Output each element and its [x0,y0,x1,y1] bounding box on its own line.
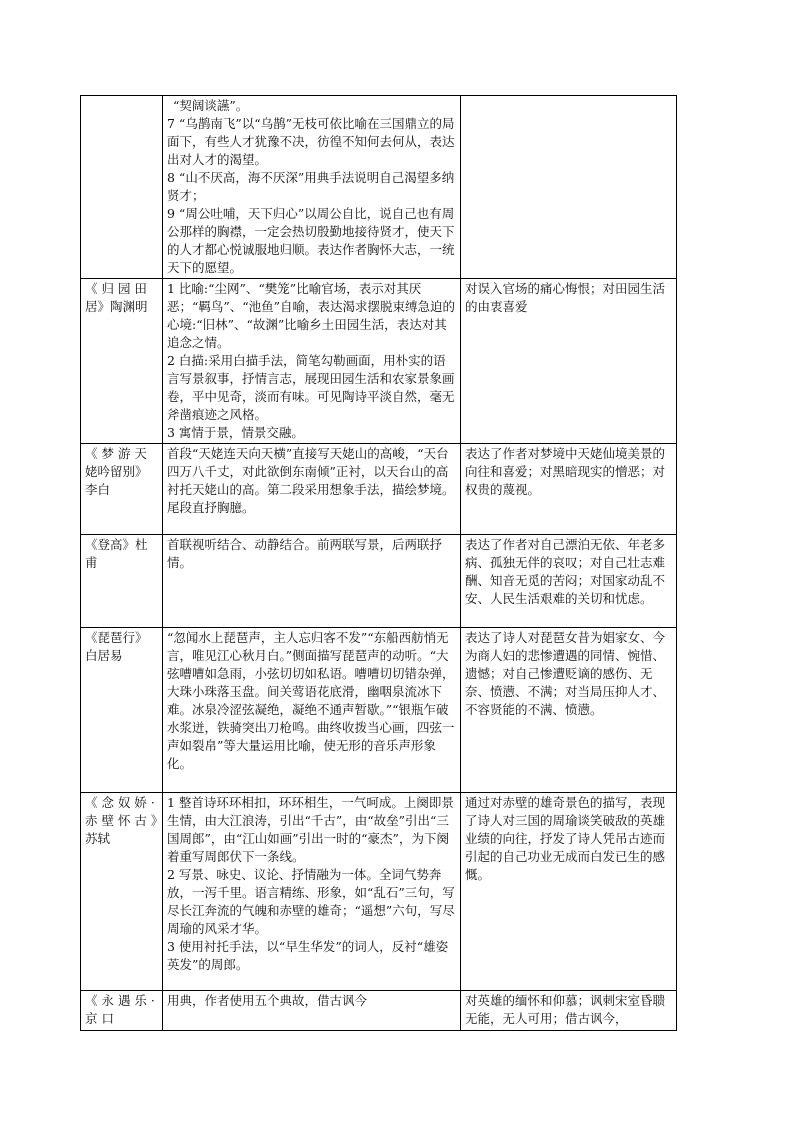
emotion-cell: 对误入官场的痛心悔恨；对田园生活的由衷喜爱 [461,279,677,444]
technique-line: 7 “乌鹊南飞”以“乌鹊”无枝可依比喻在三国鼎立的局面下，有些人才犹豫不决，彷徨不知何去何从，表达出对人才的渴望。 [167,116,455,167]
work-cell: 《琵琶行》白居易 [81,628,163,793]
technique-line: 3 寓情于景，情景交融。 [167,425,304,440]
work-cell: 《登高》杜甫 [81,535,163,628]
emotion-cell [461,96,677,279]
emotion-cell: 对英雄的缅怀和仰慕；讽刺宋室昏聩无能，无人可用；借古讽今， [461,991,677,1031]
table-row [81,96,677,279]
work-cell: 《 归 园 田 居》陶渊明 [81,279,163,444]
technique-line: 1 比喻:“尘网”、“樊笼”比喻官场，表示对其厌恶；“羁鸟”、“池鱼”自喻，表达渴求摆脱束缚急迫的心境:“旧林”、“故渊”比喻乡土田园生活，表达对其追念之情。 [167,281,456,350]
table-row [81,793,677,991]
work-cell: 《 梦 游 天 姥吟留别》李白 [81,444,163,535]
technique-line: “忽闻水上琵琶声，主人忘归客不发”“东船西舫悄无言，唯见江心秋月白。”侧面描写琵琶声的动听。“大弦嘈嘈如急雨，小弦切切如私语。嘈嘈切切错杂弹，大珠小珠落玉盘。间关莺语花底滑，幽咽泉流冰下难。冰泉冷涩弦凝绝，凝绝不通声暂歇。”“银瓶乍破水浆迸，铁骑突出刀枪鸣。曲终收拨当心画，四弦一声如裂帛”等大量运用比喻，使无形的音乐声形象化。 [167,630,455,771]
emotion-cell: 表达了作者对梦境中天姥仙境美景的向往和喜爱；对黑暗现实的憎恶；对权贵的蔑视。 [461,444,677,535]
technique-line: 首联视听结合、动静结合。前两联写景，后两联抒情。 [167,537,443,570]
table-row [81,628,677,793]
technique-line: 8 “山不厌高，海不厌深”用典手法说明自己渴望多纳贤才； [167,170,455,203]
technique-line: “契阔谈讌”。 [173,98,249,113]
emotion-cell: 表达了诗人对琵琶女昔为娼家女、今为商人妇的悲惨遭遇的同情、惋惜、遗憾；对自己惨遭贬谪的感伤、无奈、愤懑、不满；对当局压抑人才、不容贤能的不满、愤懑。 [461,628,677,793]
technique-cell [163,535,461,628]
work-cell [81,96,163,279]
technique-line: 9 “周公吐哺，天下归心”以周公自比，说自己也有周公那样的胸襟，一定会热切殷勤地接待贤才，使天下的人才都心悦诚服地归顺。表达作者胸怀大志，一统天下的愿望。 [167,206,455,275]
technique-cell [163,96,461,279]
technique-line: 首段“天姥连天向天横”直接写天姥山的高峻，“天台四万八千丈，对此欲倒东南倾”正衬，以天台山的高衬托天姥山的高。第二段采用想象手法，描绘梦境。尾段直抒胸臆。 [167,446,455,515]
table-row [81,991,677,1031]
technique-line: 2 白描:采用白描手法，简笔勾勒画面，用朴实的语言写景叙事，抒情言志，展现田园生活和农家景象画卷，平中见奇，淡而有味。可见陶诗平淡自然，毫无斧凿痕迹之风格。 [167,353,455,422]
table-row [81,444,677,535]
technique-cell [163,991,461,1031]
technique-cell [163,793,461,991]
table-row [81,535,677,628]
work-cell: 《 永 遇 乐 · 京 口 [81,991,163,1031]
technique-cell [163,628,461,793]
emotion-cell: 通过对赤壁的雄奇景色的描写，表现了诗人对三国的周瑜谈笑破敌的英雄业绩的向往，抒发了诗人凭吊古迹而引起的自己功业无成而白发已生的感慨。 [461,793,677,991]
emotion-cell: 表达了作者对自己漂泊无依、年老多病、孤独无伴的哀叹；对自己壮志难酬、知音无觅的苦闷；对国家动乱不安、人民生活艰难的关切和忧虑。 [461,535,677,628]
technique-line: 用典，作者使用五个典故，借古讽今 [167,993,368,1008]
technique-line: 2 写景、咏史、议论、抒情融为一体。全词气势奔放，一泻千里。语言精练、形象，如“乱石”三句，写尽长江奔流的气魄和赤壁的雄奇；“遥想”六句，写尽周瑜的风采才华。 [167,867,455,936]
work-cell: 《 念 奴 娇 · 赤 壁 怀 古 》苏轼 [81,793,163,991]
technique-line: 1 整首诗环环相扣，环环相生，一气呵成。上阕即景生情，由大江浪涛，引出“千古”，由“故垒”引出“三国周郎”，由“江山如画”引出一时的“豪杰”，为下阕着重写周郎伏下一条线。 [167,795,454,864]
technique-line: 3 使用衬托手法，以“早生华发”的词人，反衬“雄姿英发”的周郎。 [167,939,449,972]
technique-cell [163,444,461,535]
table-row [81,279,677,444]
poetry-analysis-table [80,95,677,1031]
technique-cell [163,279,461,444]
